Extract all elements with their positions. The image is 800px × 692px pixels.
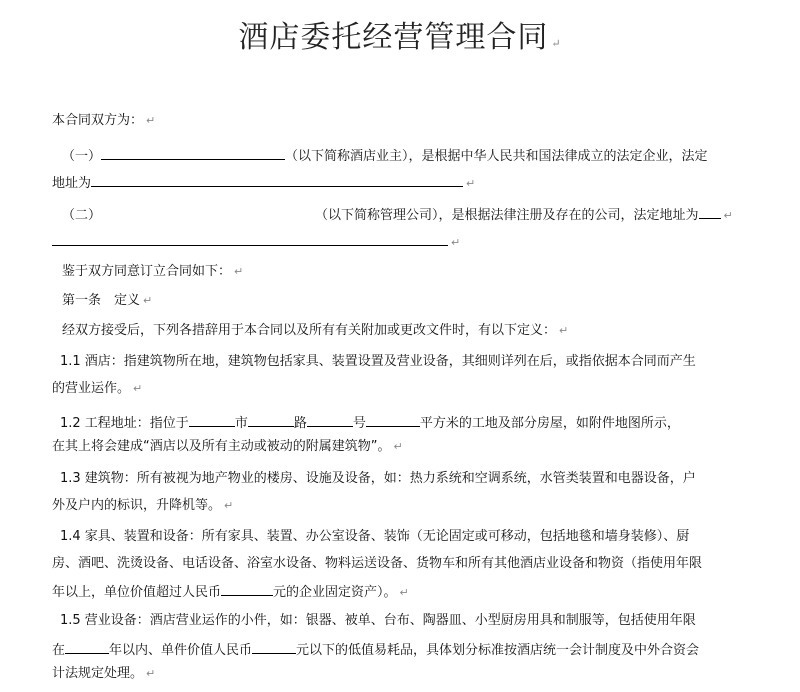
def-1-2-city: 市 [234,416,248,431]
def-1-5-text3: 计法规定处理。 [52,666,144,681]
def-1-1-line1 [60,353,696,371]
paragraph-mark: ↵ [224,499,234,512]
party2-address-blank [52,231,448,246]
def-1-4-line2 [52,555,702,573]
article1-intro [62,322,568,340]
def-1-2-road: 路 [293,416,307,431]
party1-name-blank [101,145,285,160]
paragraph-mark: ↵ [146,667,156,680]
def-1-3-text2: 外及户内的标识，升降机等。 [52,498,222,513]
def-1-4-text3-suffix: 元的企业固定资产）。 [273,585,397,600]
def-1-3-line2 [52,497,233,515]
paragraph-mark: ↵ [551,37,562,50]
def-1-5-line3 [52,665,155,683]
def-1-5-text2-mid1: 年以内、单件价值人民币 [109,643,253,658]
party1-label: （一） [62,149,102,164]
paragraph-mark: ↵ [399,586,409,599]
paragraph-mark: ↵ [559,324,569,337]
def-1-5-years-blank [65,639,109,654]
party1-address-line [52,172,475,193]
paragraph-mark: ↵ [393,440,403,453]
document-title [0,12,800,56]
def-1-4-value-blank [221,581,273,596]
def-1-2-line2 [52,438,403,456]
parties-intro [52,112,155,130]
def-1-2-text2: 在其上将会建成“酒店以及所有主动或被动的附属建筑物”。 [52,439,391,454]
parties-intro-text: 本合同双方为： [52,113,144,128]
party1-address-blank [91,172,463,187]
paragraph-mark: ↵ [466,177,476,190]
def-1-1-line2 [52,380,142,398]
def-1-4-text2: 房、酒吧、洗烫设备、电话设备、浴室水设备、物料运送设备、货物车和所有其他酒店业设备和物资（指使用年限 [52,556,703,571]
party2-address-blank-start [699,204,721,219]
def-1-2-prefix: 1.2 工程地址：指位于 [60,416,189,431]
party2-address-line [52,231,460,252]
party1-address-label: 地址为 [52,176,92,191]
def-1-1-text1: 1.1 酒店：指建筑物所在地，建筑物包括家具、装置设置及营业设备，其细则详列在后，或指依据本合同而产生 [60,354,696,369]
article1-heading [62,292,152,310]
def-1-2-no-blank [307,412,353,427]
def-1-5-line1 [60,612,696,630]
def-1-5-text1: 1.5 营业设备：酒店营业运作的小件，如：银器、被单、台布、陶器皿、小型厨房用具和制服等，包括使用年限 [60,613,696,628]
def-1-3-line1 [60,470,696,488]
def-1-2-city-blank [189,412,235,427]
party2-line [62,204,733,225]
paragraph-mark: ↵ [133,382,143,395]
def-1-5-text2-prefix: 在 [52,643,66,658]
def-1-2-line1 [60,412,680,433]
party2-label: （二） [62,208,102,223]
def-1-2-area-blank [366,412,420,427]
recital-text: 鉴于双方同意订立合同如下： [62,264,232,279]
def-1-1-text2: 的营业运作。 [52,381,131,396]
article1-intro-text: 经双方接受后，下列各措辞用于本合同以及所有有关附加或更改文件时，有以下定义： [62,323,557,338]
recital [62,263,243,281]
def-1-4-text3-prefix: 年以上，单位价值超过人民币 [52,585,222,600]
paragraph-mark: ↵ [234,265,244,278]
def-1-4-text1: 1.4 家具、装置和设备：所有家具、装置、办公室设备、装饰（无论固定或可移动，包括地毯和墙身装修）、厨 [60,529,690,544]
def-1-4-line3 [52,581,409,602]
paragraph-mark: ↵ [723,209,733,222]
def-1-3-text1: 1.3 建筑物：所有被视为地产物业的楼房、设施及设备，如：热力系统和空调系统，水管类装置和电器设备，户 [60,471,696,486]
def-1-4-line1 [60,528,689,546]
def-1-5-value-blank [252,639,296,654]
def-1-5-text2-mid2: 元以下的低值易耗品，具体划分标准按酒店统一会计制度及中外合资会 [296,643,700,658]
def-1-2-no: 号 [352,416,366,431]
title-text: 酒店委托经营管理合同 [238,20,549,55]
def-1-5-line2 [52,639,699,660]
def-1-2-road-blank [248,412,294,427]
paragraph-mark: ↵ [451,236,461,249]
paragraph-mark: ↵ [146,114,156,127]
paragraph-mark: ↵ [143,294,153,307]
party1-line [62,145,708,166]
article1-heading-text: 第一条 定义 [62,293,141,308]
party1-text: （以下简称酒店业主），是根据中华人民共和国法律成立的法定企业，法定 [285,149,708,164]
party2-text: （以下简称管理公司），是根据法律注册及存在的公司，法定地址为 [315,208,699,223]
def-1-2-suffix: 平方米的工地及部分房屋，如附件地图所示， [419,416,680,431]
